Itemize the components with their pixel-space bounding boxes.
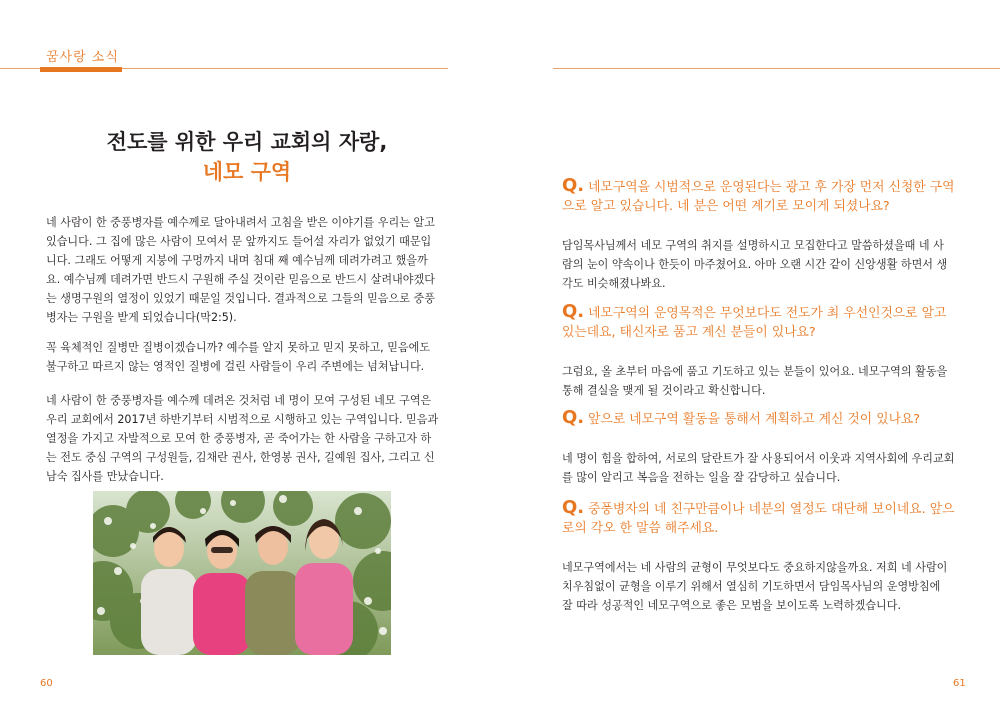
question-text: 앞으로 네모구역 활동을 통해서 계획하고 계신 것이 있나요? <box>588 412 921 427</box>
answer-line: 네모구역에서는 네 사람의 균형이 무엇보다도 중요하지않을까요. 저희 네 사람이 <box>562 561 948 574</box>
q-mark: Q. <box>562 175 585 196</box>
answer-line: 잘 따라 성공적인 네모구역으로 좋은 모범을 보이도록 노력하겠습니다. <box>562 599 901 612</box>
article-title-highlight: 네모 구역 <box>202 160 292 184</box>
q-mark: Q. <box>562 301 585 322</box>
answer-line: 치우침없이 균형을 이루기 위해서 열심히 기도하면서 담임목사님의 운영방침에 <box>562 580 941 593</box>
answer-line: 그럼요, 올 초부터 마음에 품고 기도하고 있는 분들이 있어요. 네모구역의 활동을 <box>562 365 948 378</box>
body-paragraph-2 <box>46 338 438 376</box>
answer-line: 각도 비슷해졌나봐요. <box>562 277 666 290</box>
header-rule-right <box>553 68 1000 69</box>
text-line: 병자는 구원을 받게 되었습니다(막2:5). <box>46 311 237 324</box>
question-text: 네모구역을 시범적으로 운영된다는 광고 후 가장 먼저 신청한 구역 <box>588 180 955 195</box>
answer-line: 담임목사님께서 네모 구역의 취지를 설명하시고 모집한다고 말씀하셨을때 네 사 <box>562 239 944 252</box>
section-tag: 꿈사랑 소식 <box>46 50 119 65</box>
text-line: 는 생명구원의 열정이 있었기 때문일 것입니다. 결과적으로 그들의 믿음으로 중풍 <box>46 292 435 305</box>
group-photo <box>93 491 391 655</box>
text-line: 있습니다. 그 집에 많은 사람이 모여서 문 앞까지도 들어설 자리가 없었기 때문입 <box>46 235 432 248</box>
question <box>562 498 962 538</box>
body-paragraph-1 <box>46 213 438 327</box>
body-paragraph-3 <box>46 391 438 486</box>
question <box>562 408 962 429</box>
answer-line: 네 명이 힘을 합하여, 서로의 달란트가 잘 사용되어서 이웃과 지역사회에 우리교회 <box>562 452 955 465</box>
qa-item <box>562 176 962 293</box>
question <box>562 302 962 342</box>
text-line: 열정을 가지고 자발적으로 모여 한 중풍병자, 곧 죽어가는 한 사람을 구하고자 하 <box>46 432 432 445</box>
qa-item <box>562 302 962 400</box>
text-line: 남숙 집사를 만났습니다. <box>46 470 164 483</box>
question-text: 중풍병자의 네 친구만큼이나 네분의 열정도 대단해 보이네요. 앞으 <box>588 502 955 517</box>
question-line <box>562 176 962 197</box>
question-line: 있는데요, 태신자로 품고 계신 분들이 있나요? <box>562 325 816 340</box>
text-line: 우리 교회에서 2017년 하반기부터 시범적으로 시행하고 있는 구역입니다. 믿음과 <box>46 413 439 426</box>
qa-item <box>562 498 962 615</box>
q-mark: Q. <box>562 497 585 518</box>
question-line: 로의 각오 한 말씀 해주세요. <box>562 521 719 536</box>
answer <box>562 558 962 615</box>
question-line <box>562 408 962 429</box>
qa-item <box>562 408 962 487</box>
text-line: 네 사람이 한 중풍병자를 예수께로 달아내려서 고침을 받은 이야기를 우리는 알고 <box>46 216 435 229</box>
text-line: 는 전도 중심 구역의 구성원들, 김채란 권사, 한영봉 권사, 길예원 집사, 그리고 신 <box>46 451 435 464</box>
text-line: 요. 예수님께 데려가면 반드시 구원해 주실 것이란 믿음으로 반드시 살려내야겠다 <box>46 273 435 286</box>
answer-line: 람의 눈이 약속이나 한듯이 마주쳤어요. 아마 오랜 시간 같이 신앙생활 하면서 생 <box>562 258 948 271</box>
answer <box>562 449 962 487</box>
text-line: 네 사람이 한 중풍병자를 예수께 데려온 것처럼 네 명이 모여 구성된 네모 구역은 <box>46 394 432 407</box>
group-photo-illustration <box>93 491 391 655</box>
question-line: 으로 알고 있습니다. 네 분은 어떤 계기로 모이게 되셨나요? <box>562 199 890 214</box>
text-line: 니다. 그래도 어떻게 지붕에 구멍까지 내며 침대 째 예수님께 데려가려고 했을까 <box>46 254 428 267</box>
text-line: 꼭 육체적인 질병만 질병이겠습니까? 예수를 알지 못하고 믿지 못하고, 믿음에도 <box>46 341 431 354</box>
page-number-right: 61 <box>953 678 966 689</box>
question <box>562 176 962 216</box>
answer <box>562 236 962 293</box>
answer-line: 를 많이 알리고 복음을 전하는 일을 잘 감당하고 싶습니다. <box>562 471 841 484</box>
q-mark: Q. <box>562 407 585 428</box>
question-text: 네모구역의 운영목적은 무엇보다도 전도가 최 우선인것으로 알고 <box>588 306 947 321</box>
header-rule-accent <box>40 67 122 72</box>
article-title: 전도를 위한 우리 교회의 자랑, <box>106 130 388 154</box>
page-number-left: 60 <box>40 678 53 689</box>
answer <box>562 362 962 400</box>
text-line: 불구하고 따르지 않는 영적인 질병에 걸린 사람들이 우리 주변에는 넘쳐납니다. <box>46 360 425 373</box>
answer-line: 통해 결실을 맺게 될 것이라고 확신합니다. <box>562 384 766 397</box>
question-line <box>562 498 962 519</box>
question-line <box>562 302 962 323</box>
